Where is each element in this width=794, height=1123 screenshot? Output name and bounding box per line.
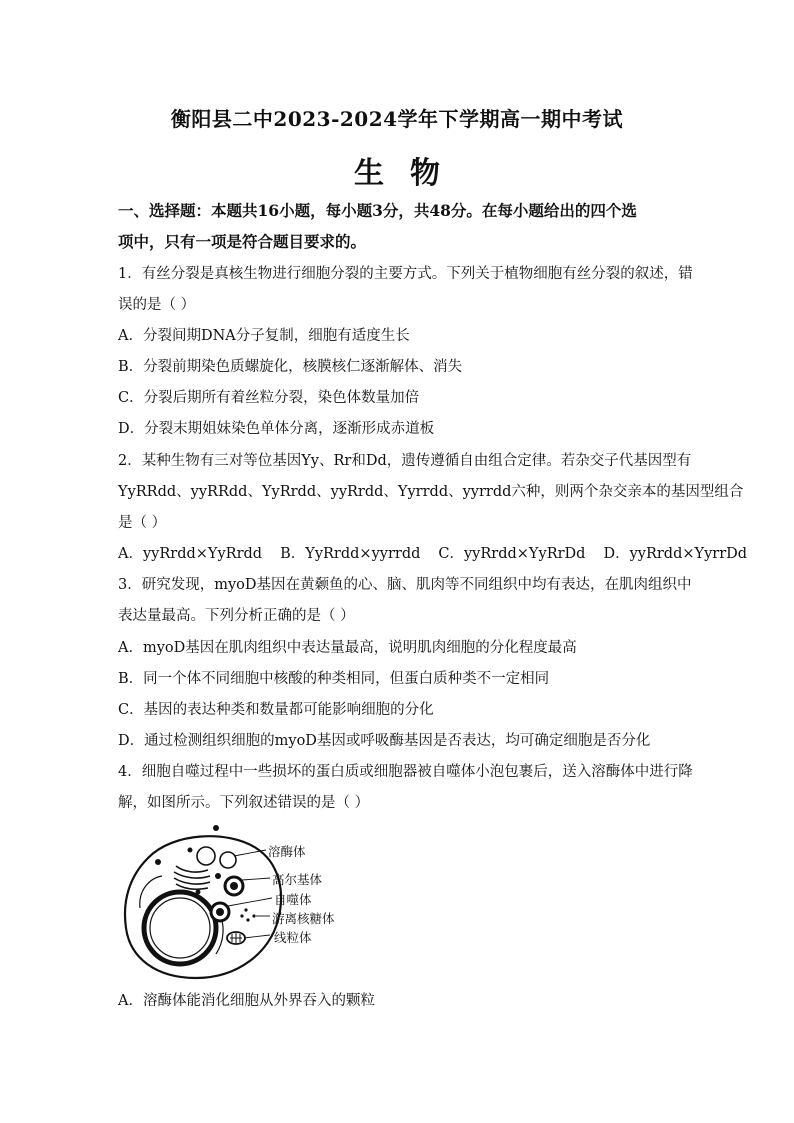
q1-option-b: B．分裂前期染色质螺旋化，核膜核仁逐渐解体、消失: [118, 359, 463, 375]
label-autophagosome: 自噬体: [274, 892, 312, 907]
subject-title: 生物: [354, 156, 466, 191]
q1-option-c: C．分裂后期所有着丝粒分裂，染色体数量加倍: [118, 390, 420, 406]
q3-option-a: A．myoD基因在肌肉组织中表达量最高，说明肌肉细胞的分化程度最高: [118, 640, 577, 656]
label-free-ribosome: 游离核糖体: [272, 911, 335, 926]
q3-stem-line2: 表达量最高。下列分析正确的是（ ）: [118, 608, 355, 624]
q4-stem-line1: 4．细胞自噬过程中一些损坏的蛋白质或细胞器被自噬体小泡包裹后，送入溶酶体中进行降: [118, 764, 693, 780]
q2-option-b: B．YyRrdd×yyrrdd: [280, 546, 421, 562]
cell-autophagy-figure: [118, 820, 358, 982]
q3-option-d: D．通过检测组织细胞的myoD基因或呼吸酶基因是否表达，均可确定细胞是否分化: [118, 733, 651, 749]
q2-option-d: D．yyRrdd×YyrrDd: [603, 546, 748, 562]
label-golgi: 高尔基体: [272, 872, 323, 887]
q1-option-d: D．分裂末期姐妹染色单体分离，逐渐形成赤道板: [118, 421, 435, 437]
q2-option-c: C．yyRrdd×YyRrDd: [438, 546, 586, 562]
q1-stem-line2: 误的是（ ）: [118, 297, 196, 313]
q1-option-a: A．分裂间期DNA分子复制，细胞有适度生长: [118, 328, 410, 344]
q2-stem-line2: YyRRdd、yyRRdd、YyRrdd、yyRrdd、Yyrrdd、yyrrdd六种，则两个杂交亲本的基因型组合: [118, 484, 744, 500]
q3-stem-line1: 3．研究发现，myoD基因在黄颡鱼的心、脑、肌肉等不同组织中均有表达，在肌肉组织中: [118, 577, 692, 593]
cell-diagram-icon: [118, 820, 358, 982]
label-lysosome: 溶酶体: [268, 844, 306, 859]
section-heading-line2: 项中，只有一项是符合题目要求的。: [118, 232, 367, 251]
q4-stem-line2: 解，如图所示。下列叙述错误的是（ ）: [118, 795, 370, 811]
q3-option-c: C．基因的表达种类和数量都可能影响细胞的分化: [118, 702, 434, 718]
q1-stem-line1: 1．有丝分裂是真核生物进行细胞分裂的主要方式。下列关于植物细胞有丝分裂的叙述，错: [118, 266, 693, 282]
q2-stem-line3: 是（ ）: [118, 515, 167, 531]
page-title: 衡阳县二中2023-2024学年下学期高一期中考试: [170, 107, 624, 131]
q2-stem-line1: 2．某种生物有三对等位基因Yy、Rr和Dd，遗传遵循自由组合定律。若杂交子代基因型有: [118, 453, 692, 469]
label-mitochondrion: 线粒体: [274, 930, 312, 945]
q2-option-a: A．yyRrdd×YyRrdd: [118, 546, 263, 562]
q2-options-row: [118, 544, 748, 564]
q3-option-b: B．同一个体不同细胞中核酸的种类相同，但蛋白质种类不一定相同: [118, 671, 550, 687]
q4-option-a: A．溶酶体能消化细胞从外界吞入的颗粒: [118, 993, 375, 1009]
section-heading-line1: 一、选择题：本题共16小题，每小题3分，共48分。在每小题给出的四个选: [118, 201, 637, 220]
